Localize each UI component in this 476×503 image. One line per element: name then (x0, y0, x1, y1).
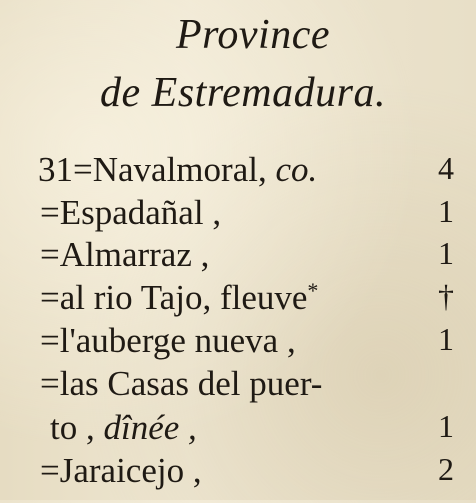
entry-name: =Navalmoral, (73, 150, 267, 189)
page-title-line-1: Province (175, 12, 331, 58)
entry-name: to , (50, 408, 95, 447)
entry-text (40, 237, 209, 272)
entry-text (40, 280, 318, 315)
entry-name: =Jaraicejo , (40, 451, 202, 490)
entry-italic: dînée , (94, 408, 197, 447)
itinerary-entry (0, 453, 476, 503)
entry-distance: 2 (438, 451, 454, 487)
page-title-line-2: de Estremadura. (100, 70, 386, 116)
entry-name: =l'auberge nueva , (40, 321, 296, 360)
entry-dagger: † (438, 278, 454, 314)
entry-distance: 1 (438, 235, 454, 271)
entry-distance: 1 (438, 193, 454, 229)
entry-text (40, 366, 322, 401)
entry-name: =las Casas del puer- (40, 364, 323, 403)
entry-number: 31 (38, 150, 73, 189)
entry-text (50, 410, 197, 445)
entry-name: =Almarraz , (40, 235, 210, 274)
entry-text (38, 152, 317, 187)
entry-distance: 1 (438, 408, 454, 444)
entry-text (40, 195, 221, 230)
entry-distance: 4 (438, 150, 454, 186)
entry-name: =al rio Tajo, fleuve (40, 278, 308, 317)
entry-asterisk: * (307, 278, 319, 303)
entry-text (40, 323, 296, 358)
entry-name: =Espadañal , (40, 193, 222, 232)
entry-text (40, 453, 202, 488)
entry-distance: 1 (438, 321, 454, 357)
entry-italic: co. (266, 150, 318, 189)
